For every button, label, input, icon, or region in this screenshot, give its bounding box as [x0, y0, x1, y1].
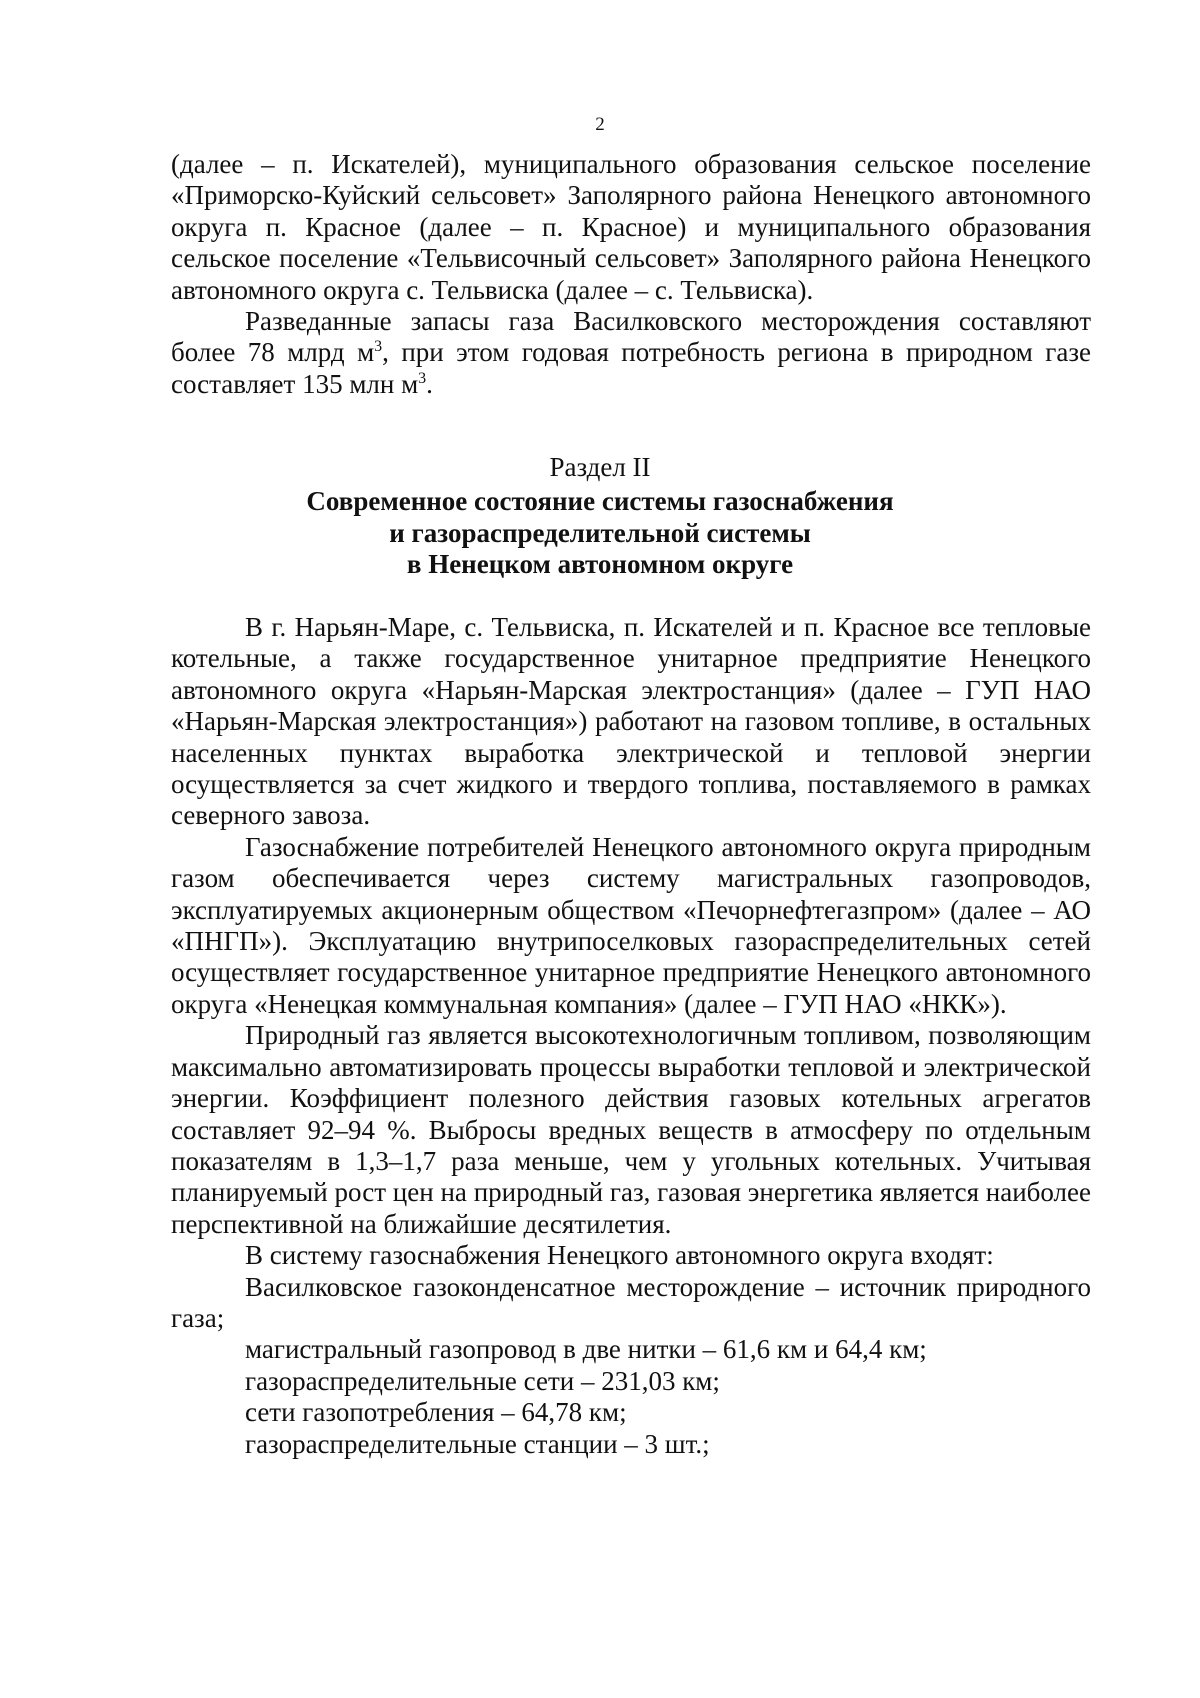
list-item: газораспределительные станции – 3 шт.;: [245, 1428, 710, 1459]
body-paragraph-boilers: В г. Нарьян-Маре, с. Тельвиска, п. Искателей и п. Красное все тепловые котельные, а также государственное унитарное предприятие Ненецкого автономного округа «Нарьян-Марская электростанция» (далее – ГУП НАО «Нарьян-Марская электростанция») работают на газовом топливе, в остальных населенных пунктах выработка электрической и тепловой энергии осуществляется за счет жидкого и твердого топлива, поставляемого в рамках северного завоза.: [171, 612, 1091, 831]
section-title-line: и газораспределительной системы: [389, 517, 811, 548]
section-label: Раздел II: [549, 452, 651, 482]
body-paragraph-natural-gas: Природный газ является высокотехнологичным топливом, позволяющим максимально автоматизировать процессы выработки тепловой и электрической энергии. Коэффициент полезного действия газовых котельных агрегатов составляет 92–94 %. Выбросы вредных веществ в атмосферу по отдельным показателям в 1,3–1,7 раза меньше, чем у угольных котельных. Учитывая планируемый рост цен на природный газ, газовая энергетика является наиболее перспективной на ближайшие десятилетия.: [171, 1020, 1091, 1239]
intro-text: [171, 149, 1091, 400]
gas-reserves-text-c: .: [426, 368, 433, 399]
body-paragraph-gas-supply: Газоснабжение потребителей Ненецкого автономного округа природным газом обеспечивается через систему магистральных газопроводов, эксплуатируемых акционерным обществом «Печорнефтегазпром» (далее – АО «ПНГП»). Эксплуатацию внутрипоселковых газораспределительных сетей осуществляет государственное унитарное предприятие Ненецкого автономного округа «Ненецкая коммунальная компания» (далее – ГУП НАО «НКК»).: [171, 831, 1091, 1019]
body-paragraph-system-intro: В систему газоснабжения Ненецкого автономного округа входят:: [245, 1240, 994, 1271]
list-item: Василковское газоконденсатное месторождение – источник природного газа;: [171, 1271, 1091, 1333]
section-body: [171, 612, 1091, 1460]
list-item: газораспределительные сети – 231,03 км;: [245, 1365, 720, 1396]
intro-paragraph-gas-reserves: [171, 306, 1091, 400]
intro-paragraph-continued: (далее – п. Искателей), муниципального образования сельское поселение «Приморско-Куйский сельсовет» Заполярного района Ненецкого автономного округа п. Красное (далее – п. Красное) и муниципального образования сельское поселение «Тельвисочный сельсовет» Заполярного района Ненецкого автономного округа с. Тельвиска (далее – с. Тельвиска).: [171, 149, 1091, 305]
gas-reserves-text-b: , при этом годовая потребность региона в природном газе составляет 135 млн м: [171, 337, 1091, 399]
cubic-superscript: 3: [374, 338, 383, 356]
page-number: 2: [595, 114, 605, 135]
section-title-line: в Ненецком автономном округе: [406, 549, 794, 579]
list-item: магистральный газопровод в две нитки – 61,6 км и 64,4 км;: [245, 1334, 927, 1365]
cubic-superscript: 3: [418, 369, 427, 387]
section-title-line: Современное состояние системы газоснабжения: [306, 486, 894, 516]
section-title: [0, 486, 1200, 581]
list-item: сети газопотребления – 64,78 км;: [245, 1397, 627, 1428]
gas-reserves-text-a: Разведанные запасы газа Василковского месторождения составляют более 78 млрд м: [171, 306, 1091, 368]
